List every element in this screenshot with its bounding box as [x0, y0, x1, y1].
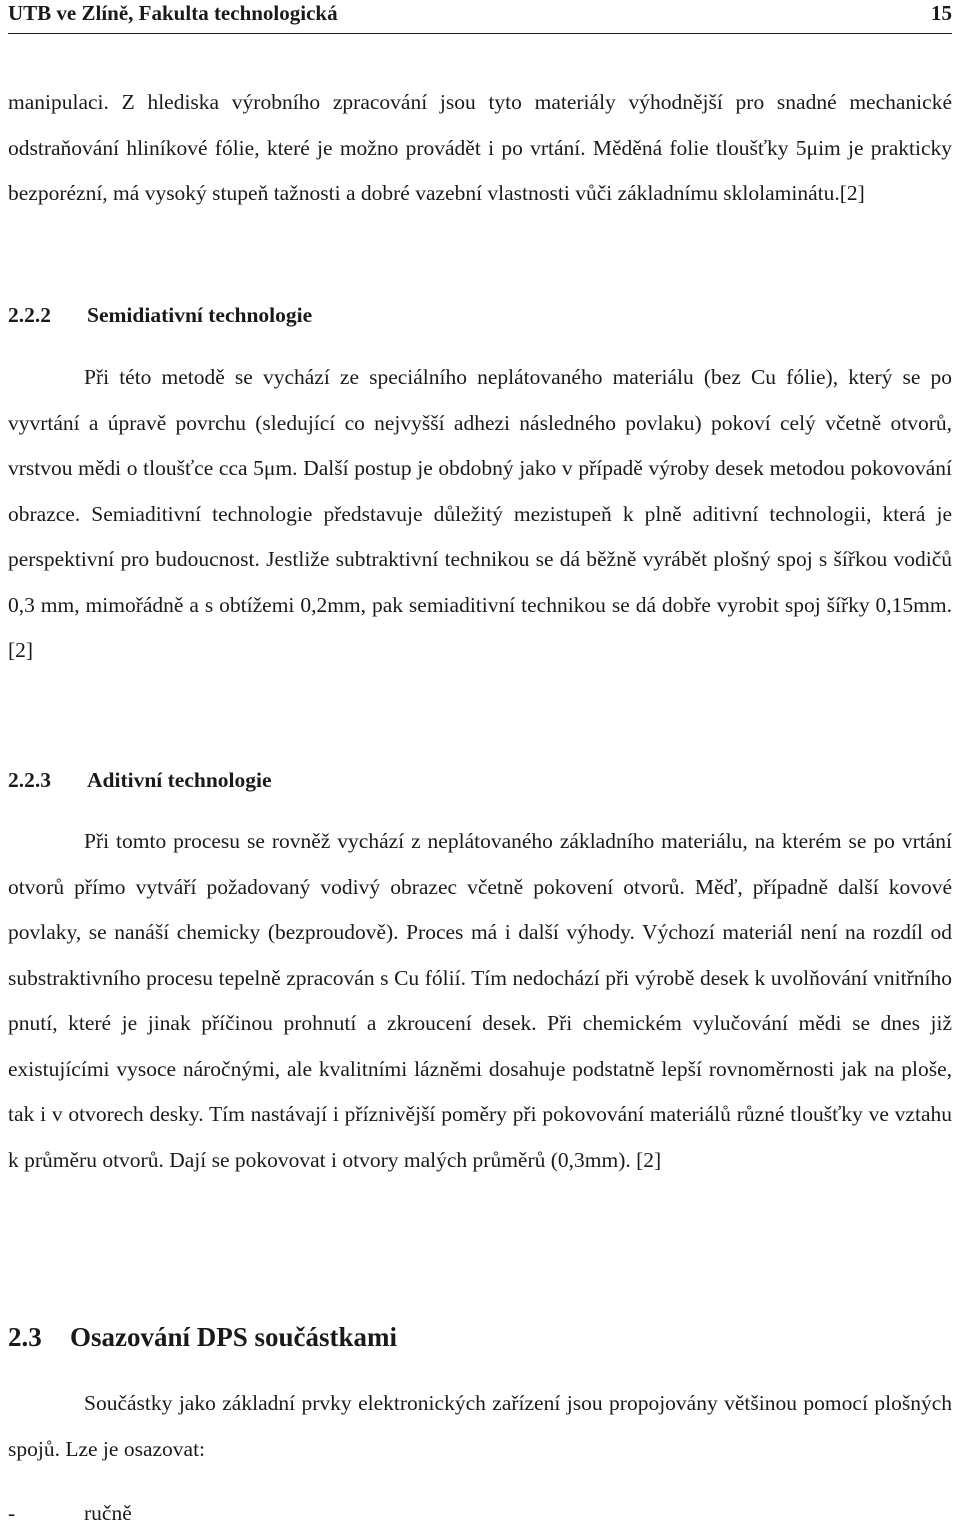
section-heading-2-2-2 [8, 300, 312, 330]
section-number: 2.2.3 [8, 768, 51, 792]
page-number: 15 [931, 1, 952, 25]
header-title: UTB ve Zlíně, Fakulta technologická [8, 1, 338, 25]
section-heading-2-2-3 [8, 765, 272, 795]
section-number: 2.2.2 [8, 303, 51, 327]
section-title: Aditivní technologie [87, 768, 272, 792]
paragraph-semiaditive: Při této metodě se vychází ze speciálního neplátovaného materiálu (bez Cu fólie), který se po vyvrtání a úpravě povrchu (sledující co nejvyšší adhezi následného povlaku) pokoví celý včetně otvorů, vrstvou mědi o tloušťce cca 5μm. Další postup je obdobný jako v případě výroby desek metodou pokovování obrazce. Semiaditivní technologie představuje důležitý mezistupeň k plně aditivní technologii, která je perspektivní pro budoucnost. Jestliže subtraktivní technikou se dá běžně vyrábět plošný spoj s šířkou vodičů 0,3 mm, mimořádně a s obtížemi 0,2mm, pak semiaditivní technikou se dá dobře vyrobit spoj šířky 0,15mm. [2] [8, 365, 952, 662]
section-title: Osazování DPS součástkami [70, 1322, 398, 1352]
list-marker: - [8, 1501, 16, 1525]
section-title: Semidiativní technologie [87, 303, 313, 327]
section-number: 2.3 [8, 1322, 42, 1352]
page-header [8, 0, 952, 34]
paragraph-osazovani: Součástky jako základní prvky elektronických zařízení jsou propojovány většinou pomocí plošných spojů. Lze je osazovat: [8, 1391, 952, 1461]
paragraph-aditive: Při tomto procesu se rovněž vychází z neplátovaného základního materiálu, na kterém se po vrtání otvorů přímo vytváří požadovaný vodivý obrazec včetně pokovení otvorů. Měď, případně další kovové povlaky, se nanáší chemicky (bezproudově). Proces má i další výhody. Výchozí materiál není na rozdíl od substraktivního procesu tepelně zpracován s Cu fólií. Tím nedochází při výrobě desek k uvolňování vnitřního pnutí, které je jinak příčinou prohnutí a zkroucení desek. Při chemickém vylučování mědi se dnes již existujícími vysoce náročnými, ale kvalitními lázněmi dosahuje podstatně lepší rovnoměrnosti jak na ploše, tak i v otvorech desky. Tím nastávají i příznivější poměry při pokovování materiálů různé tloušťky ve vztahu k průměru otvorů. Dají se pokovovat i otvory malých průměrů (0,3mm). [2] [8, 829, 952, 1172]
list-item-text: ručně [84, 1501, 132, 1525]
paragraph-intro: manipulaci. Z hlediska výrobního zpracování jsou tyto materiály výhodnější pro snadné mechanické odstraňování hliníkové fólie, které je možno provádět i po vrtání. Měděná folie tloušťky 5μim je prakticky bezporézní, má vysoký stupeň tažnosti a dobré vazební vlastnosti vůči základnímu sklolaminátu.[2] [8, 90, 952, 205]
list-item [8, 1498, 132, 1528]
section-heading-2-3 [8, 1320, 397, 1354]
